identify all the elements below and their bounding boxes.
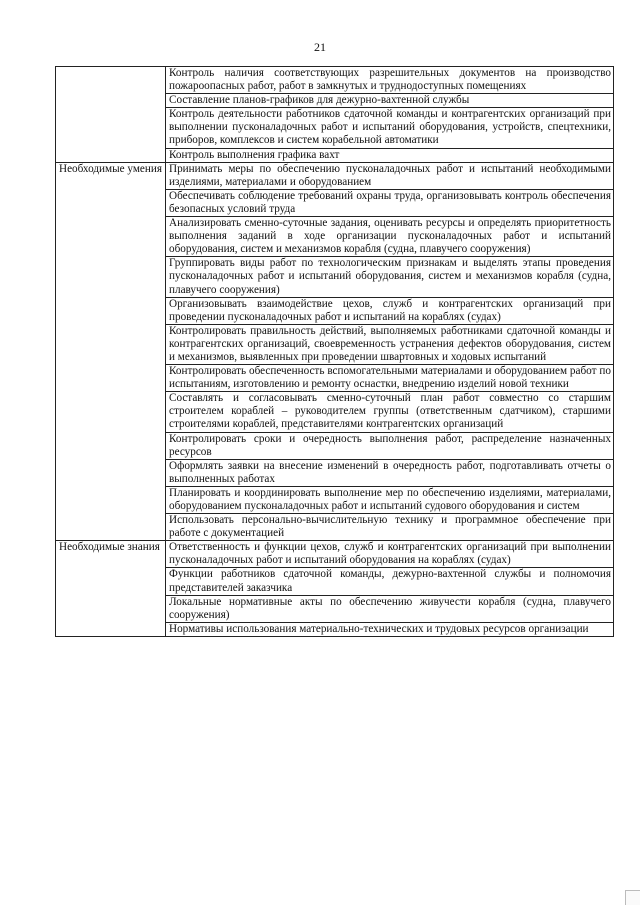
item-text: Анализировать сменно-суточные задания, оценивать ресурсы и определять приоритетность выполнения заданий в ходе организации пусконаладочных работ и испытаний оборудования, систем и механизмов корабля (судна, плавучего сооружения): [169, 217, 611, 256]
table-cell: [166, 297, 614, 324]
item-text: Оформлять заявки на внесение изменений в очередность работ, подготавливать отчеты о выполненных работах: [169, 459, 611, 485]
table-cell: [166, 162, 614, 189]
table-row: [56, 541, 614, 568]
table-row: [56, 67, 614, 94]
table-cell: [166, 189, 614, 216]
item-text: Использовать персонально-вычислительную технику и программное обеспечение при работе с документацией: [169, 514, 611, 540]
item-text: Организовывать взаимодействие цехов, служб и контрагентских организаций при проведении пусконаладочных работ и испытаний на кораблях (судах): [169, 297, 611, 323]
item-text: Группировать виды работ по технологическим признакам и выделять этапы проведения пусконаладочных работ и испытаний оборудования, систем и механизмов корабля (судна, плавучего сооружения): [169, 257, 611, 296]
item-text: Принимать меры по обеспечению пусконаладочных работ и испытаний необходимыми изделиями, материалами и оборудованием: [169, 162, 611, 188]
page-number: 21: [314, 40, 326, 54]
table-cell: [166, 432, 614, 459]
item-text: Нормативы использования материально-технических и трудовых ресурсов организации: [169, 622, 589, 635]
item-text: Составлять и согласовывать сменно-суточный план работ совместно со старшим строителем кораблей – руководителем группы (ответственным сдатчиком), старшими строителями кораблей, представителями контрагентских организаций: [169, 392, 611, 431]
table-cell: [166, 459, 614, 486]
table-cell: [166, 568, 614, 595]
table-cell: [166, 148, 614, 162]
table-cell: [166, 595, 614, 622]
table-cell: [166, 486, 614, 513]
row-label-empty: [56, 67, 166, 163]
table-cell: [166, 514, 614, 541]
table-row: [56, 162, 614, 189]
table-cell: [166, 541, 614, 568]
item-text: Функции работников сдаточной команды, дежурно-вахтенной службы и полномочия представителей заказчика: [169, 568, 611, 594]
table-cell: [166, 392, 614, 432]
skills-label: Необходимые умения: [56, 162, 166, 541]
item-text: Контролировать правильность действий, выполняемых работниками сдаточной команды и контрагентских организаций, своевременность устранения дефектов оборудования, систем и механизмов, выявленных при проведении швартовных и ходовых испытаний: [169, 324, 611, 363]
item-text: Составление планов-графиков для дежурно-вахтенной службы: [169, 94, 470, 107]
competency-table: [55, 66, 614, 637]
knowledge-label: Необходимые знания: [56, 541, 166, 637]
table-cell: [166, 324, 614, 364]
table-cell: [166, 67, 614, 94]
page-corner-mark: [625, 890, 640, 905]
item-text: Контролировать сроки и очередность выполнения работ, распределение назначенных ресурсов: [169, 432, 611, 458]
table-cell: [166, 217, 614, 257]
table-cell: [166, 622, 614, 636]
item-text: Локальные нормативные акты по обеспечению живучести корабля (судна, плавучего сооружения): [169, 595, 611, 621]
item-text: Планировать и координировать выполнение мер по обеспечению изделиями, материалами, оборудованием пусконаладочных работ и испытаний судового оборудования и систем: [169, 486, 611, 512]
item-text: Обеспечивать соблюдение требований охраны труда, организовывать контроль обеспечения безопасных условий труда: [169, 189, 611, 215]
table-cell: [166, 94, 614, 108]
item-text: Контроль деятельности работников сдаточной команды и контрагентских организаций при выполнении пусконаладочных работ и испытаний оборудования, устройств, спецтехники, приборов, комплексов и систем корабельной автоматики: [169, 108, 611, 147]
item-text: Контроль выполнения графика вахт: [169, 148, 340, 161]
table-cell: [166, 365, 614, 392]
item-text: Ответственность и функции цехов, служб и контрагентских организаций при выполнении пусконаладочных работ и испытаний оборудования на кораблях (судах): [169, 541, 611, 567]
item-text: Контроль наличия соответствующих разрешительных документов на производство пожароопасных работ, работ в замкнутых и труднодоступных помещениях: [169, 67, 611, 93]
table-cell: [166, 108, 614, 148]
table-cell: [166, 257, 614, 297]
item-text: Контролировать обеспеченность вспомогательными материалами и оборудованием работ по испытаниям, изготовлению и ремонту оснастки, внедрению изделий новой техники: [169, 365, 611, 391]
